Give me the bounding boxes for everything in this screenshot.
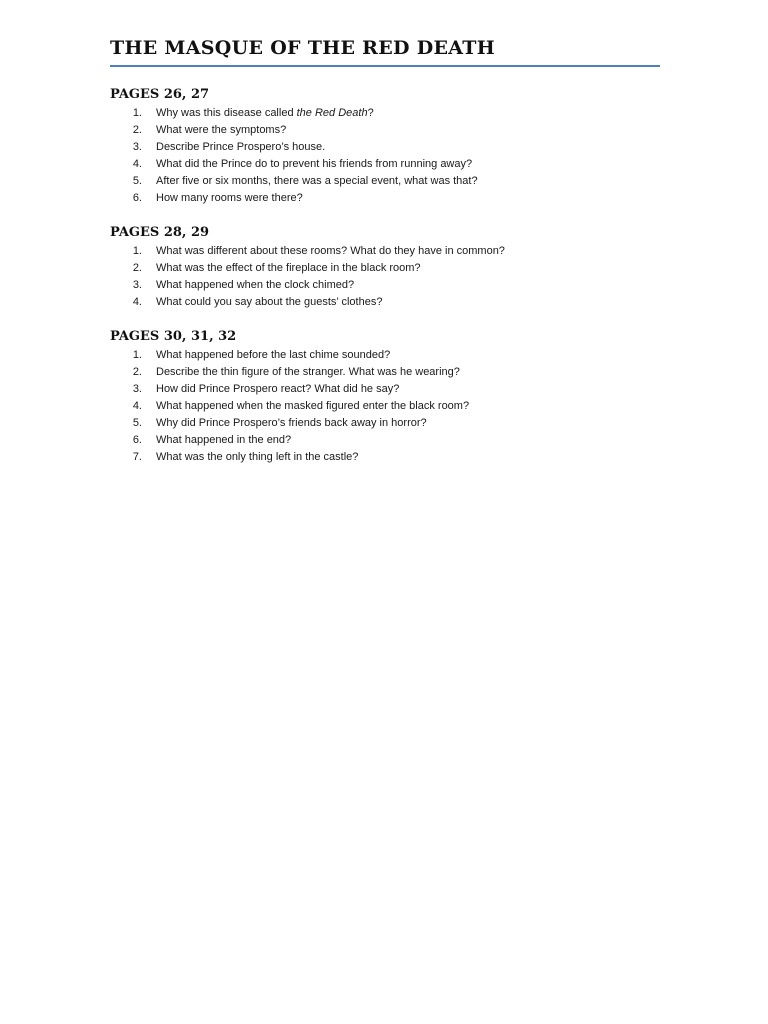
question-item (110, 381, 660, 398)
question-number: 4. (132, 296, 142, 308)
question-text: Why did Prince Prospero’s friends back away in horror? (156, 417, 427, 429)
question-text: What was different about these rooms? What do they have in common? (156, 245, 505, 257)
section-pages-28-29 (110, 224, 660, 311)
question-number: 3. (132, 141, 142, 153)
question-item (110, 432, 660, 449)
question-number: 1. (132, 107, 142, 119)
question-item (110, 173, 660, 190)
question-item (110, 277, 660, 294)
question-text: Describe the thin figure of the stranger. What was he wearing? (156, 366, 460, 378)
question-text: What did the Prince do to prevent his friends from running away? (156, 158, 473, 170)
section-heading: PAGES 30, 31, 32 (110, 329, 237, 344)
question-item (110, 398, 660, 415)
question-number: 4. (132, 400, 142, 412)
question-number: 5. (132, 417, 142, 429)
question-item (110, 364, 660, 381)
question-number: 5. (132, 175, 142, 187)
question-list (110, 243, 660, 311)
question-number: 2. (132, 366, 142, 378)
question-number: 4. (132, 158, 142, 170)
question-number: 1. (132, 349, 142, 361)
document-title: THE MASQUE OF THE RED DEATH (110, 35, 660, 67)
question-number: 2. (132, 124, 142, 136)
question-text: Why was this disease called the Red Death? (156, 107, 374, 119)
question-item (110, 347, 660, 364)
question-text: What happened when the masked figured enter the black room? (156, 400, 470, 412)
question-number: 7. (132, 451, 142, 463)
question-item (110, 122, 660, 139)
question-number: 1. (132, 245, 142, 257)
question-text: What happened in the end? (156, 434, 292, 446)
question-text: What happened when the clock chimed? (156, 279, 355, 291)
question-number: 6. (132, 192, 142, 204)
question-text: How did Prince Prospero react? What did he say? (156, 383, 400, 395)
question-list (110, 347, 660, 466)
question-text: After five or six months, there was a special event, what was that? (156, 175, 478, 187)
question-text: What happened before the last chime sounded? (156, 349, 391, 361)
question-text: What was the effect of the fireplace in the black room? (156, 262, 421, 274)
section-pages-30-31-32 (110, 328, 660, 466)
question-text: What were the symptoms? (156, 124, 287, 136)
question-number: 3. (132, 279, 142, 291)
question-text: What was the only thing left in the castle? (156, 451, 359, 463)
question-number: 6. (132, 434, 142, 446)
question-item (110, 139, 660, 156)
question-text: How many rooms were there? (156, 192, 303, 204)
question-item (110, 243, 660, 260)
question-item (110, 415, 660, 432)
question-item (110, 449, 660, 466)
question-item (110, 105, 660, 122)
question-list (110, 105, 660, 207)
question-item (110, 156, 660, 173)
question-number: 3. (132, 383, 142, 395)
question-text: Describe Prince Prospero’s house. (156, 141, 326, 153)
question-item (110, 260, 660, 277)
question-text: What could you say about the guests’ clothes? (156, 296, 383, 308)
document-page (110, 35, 660, 466)
section-heading: PAGES 26, 27 (110, 87, 210, 102)
question-number: 2. (132, 262, 142, 274)
question-item (110, 190, 660, 207)
question-item (110, 294, 660, 311)
section-heading: PAGES 28, 29 (110, 225, 210, 240)
section-pages-26-27 (110, 86, 660, 207)
italic-phrase: the Red Death (296, 107, 368, 119)
